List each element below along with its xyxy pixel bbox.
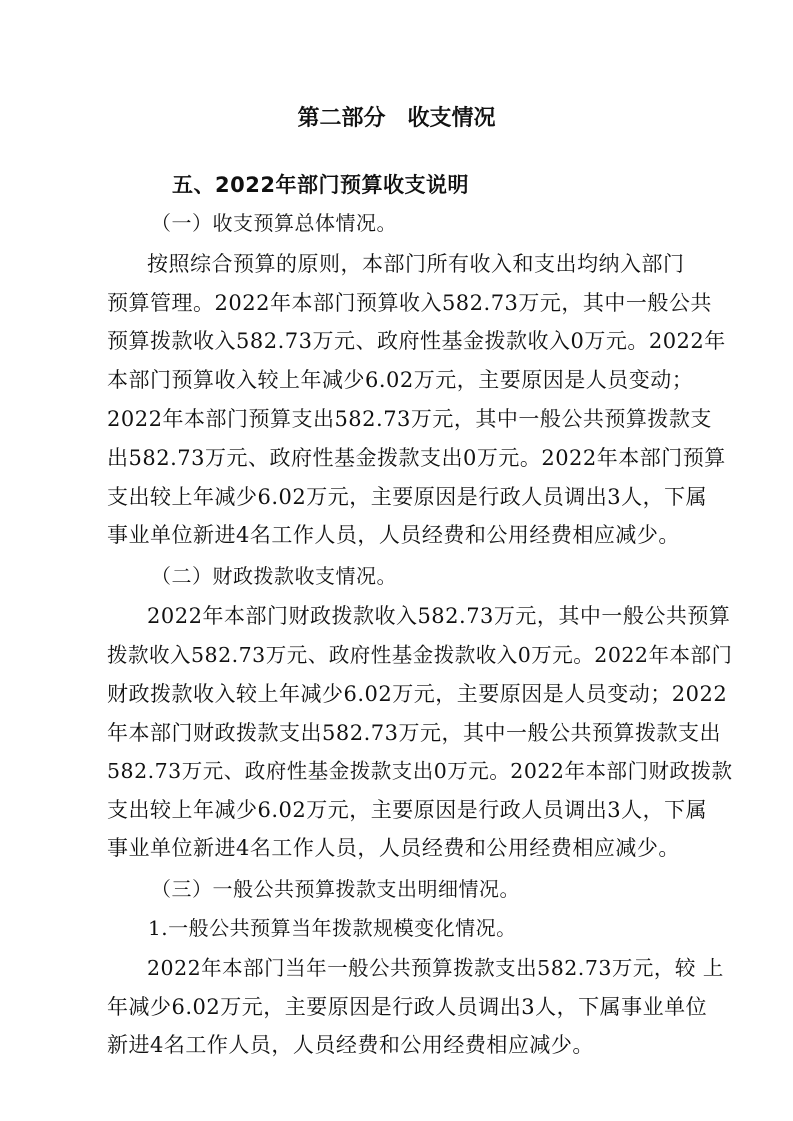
paragraph-line: 本部门预算收入较上年减少6.02万元，主要原因是人员变动； bbox=[107, 368, 694, 392]
paragraph-line: 2022年本部门当年一般公共预算拨款支出582.73万元，较 上 bbox=[147, 956, 724, 980]
paragraph-line: 拨款收入582.73万元、政府性基金拨款收入0万元。2022年本部门 bbox=[107, 643, 733, 667]
paragraph-line: 582.73万元、政府性基金拨款支出0万元。2022年本部门财政拨款 bbox=[107, 759, 733, 783]
subsection-heading-2: （二）财政拨款收支情况。 bbox=[151, 564, 397, 588]
page-title: 第二部分 收支情况 bbox=[297, 106, 496, 131]
paragraph-line: 新进4名工作人员，人员经费和公用经费相应减少。 bbox=[107, 1033, 594, 1057]
subsection-heading-3: （三）一般公共预算拨款支出明细情况。 bbox=[151, 877, 520, 901]
item-heading: 1.一般公共预算当年拨款规模变化情况。 bbox=[148, 916, 517, 940]
paragraph-line: 支出较上年减少6.02万元，主要原因是行政人员调出3人，下属 bbox=[107, 798, 708, 822]
paragraph-line: 出582.73万元、政府性基金拨款支出0万元。2022年本部门预算 bbox=[107, 446, 726, 470]
paragraph-line: 年减少6.02万元，主要原因是行政人员调出3人，下属事业单位 bbox=[107, 995, 708, 1019]
paragraph-line: 支出较上年减少6.02万元，主要原因是行政人员调出3人，下属 bbox=[107, 485, 708, 509]
section-heading: 五、2022年部门预算收支说明 bbox=[172, 173, 469, 197]
paragraph-line: 预算管理。2022年本部门预算收入582.73万元，其中一般公共 bbox=[107, 291, 712, 315]
paragraph-line: 事业单位新进4名工作人员，人员经费和公用经费相应减少。 bbox=[107, 836, 680, 860]
subsection-heading-1: （一）收支预算总体情况。 bbox=[151, 211, 397, 235]
paragraph-line: 按照综合预算的原则，本部门所有收入和支出均纳入部门 bbox=[147, 252, 685, 276]
paragraph-line: 2022年本部门预算支出582.73万元，其中一般公共预算拨款支 bbox=[107, 407, 712, 431]
paragraph-line: 财政拨款收入较上年减少6.02万元，主要原因是人员变动；2022 bbox=[107, 682, 728, 706]
paragraph-line: 2022年本部门财政拨款收入582.73万元，其中一般公共预算 bbox=[147, 604, 731, 628]
paragraph-line: 事业单位新进4名工作人员，人员经费和公用经费相应减少。 bbox=[107, 523, 680, 547]
paragraph-line: 年本部门财政拨款支出582.73万元，其中一般公共预算拨款支出 bbox=[107, 721, 721, 745]
paragraph-line: 预算拨款收入582.73万元、政府性基金拨款收入0万元。2022年 bbox=[107, 329, 726, 353]
